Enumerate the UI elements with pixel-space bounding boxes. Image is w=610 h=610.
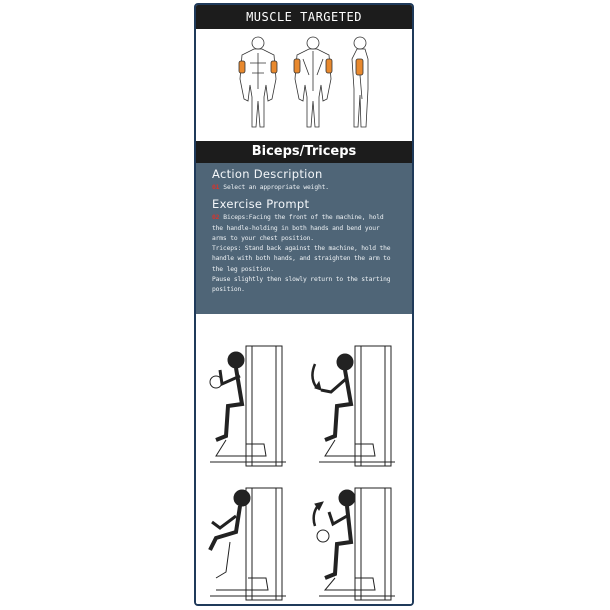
prompt-line-6: the leg position. bbox=[212, 265, 274, 273]
side-view-figure bbox=[352, 37, 368, 127]
exercise-name: Biceps/Triceps bbox=[196, 141, 412, 163]
biceps-curl-illustration bbox=[312, 346, 395, 466]
biceps-start-illustration bbox=[210, 346, 286, 466]
prompt-line-8: position. bbox=[212, 286, 245, 294]
prompt-line-7: Pause slightly then slowly return to the starting bbox=[212, 276, 391, 284]
action-marker: 01 bbox=[212, 184, 220, 191]
back-view-figure bbox=[294, 37, 332, 127]
action-line bbox=[212, 183, 404, 193]
exercise-illustrations-svg bbox=[196, 314, 412, 604]
action-heading: Action Description bbox=[212, 167, 323, 181]
prompt-marker: 02 bbox=[212, 214, 220, 222]
muscle-figures-svg bbox=[196, 29, 412, 141]
instructions-panel bbox=[196, 163, 412, 314]
exercise-illustrations bbox=[196, 314, 412, 604]
prompt-line-4: Triceps: Stand back against the machine, hold the bbox=[212, 245, 391, 253]
triceps-start-illustration bbox=[210, 488, 286, 600]
triceps-extension-illustration bbox=[314, 488, 395, 600]
prompt-heading: Exercise Prompt bbox=[212, 197, 310, 212]
front-view-figure bbox=[239, 37, 277, 127]
prompt-line-1: 02 Biceps:Facing the front of the machine, hold bbox=[212, 214, 384, 222]
prompt-line-2: the handle-holding in both hands and bend your bbox=[212, 224, 380, 232]
muscle-targeted-header: MUSCLE TARGETED bbox=[196, 5, 412, 29]
prompt-line-3: arms to your chest position. bbox=[212, 234, 314, 242]
exercise-placard bbox=[194, 3, 414, 606]
action-text: Select an appropriate weight. bbox=[223, 184, 329, 191]
prompt-line-5: handle with both hands, and straighten the arm to bbox=[212, 255, 391, 263]
muscle-figures bbox=[196, 29, 412, 141]
